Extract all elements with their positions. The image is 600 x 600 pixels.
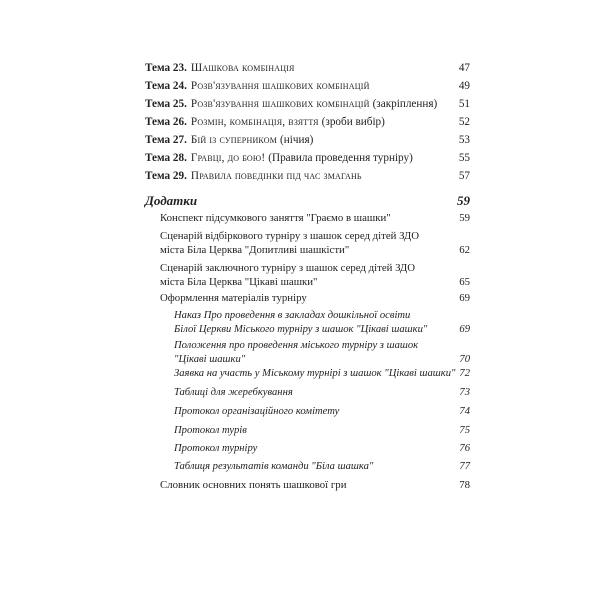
- topic-label: Тема 29.: [145, 170, 187, 182]
- subentry-title-line: Протокол організаційного комітету: [174, 406, 340, 417]
- appendix-heading: Додатки: [145, 193, 198, 208]
- topic-note: (Правила проведення турніру): [268, 152, 413, 164]
- appendix-subentry: [174, 424, 470, 438]
- topic-label: Тема 25.: [145, 98, 187, 110]
- entry-title-line: Сценарій відбіркового турніру з шашок серед дітей ЗДО: [160, 230, 420, 242]
- appendix-subentry: [174, 367, 470, 381]
- entry-page-number: 59: [459, 212, 470, 224]
- topic-title: Бій із суперником: [190, 134, 278, 146]
- subentry-title-line: Положення про проведення міського турніру з шашок: [174, 340, 419, 351]
- subentry-page-number: 74: [459, 406, 470, 417]
- subentry-page-number: 75: [459, 425, 470, 436]
- subentry-page-number: 77: [459, 461, 470, 472]
- appendix-heading-row: [145, 193, 470, 209]
- topic-label: Тема 26.: [145, 116, 187, 128]
- subentry-page-number: 70: [459, 354, 470, 365]
- subentry-title-line: "Цікаві шашки": [174, 354, 246, 365]
- subentry-page-number: 72: [459, 368, 470, 379]
- topic-page-number: 52: [458, 116, 470, 128]
- topic-note: (нічия): [280, 134, 314, 146]
- subentry-page-number: 73: [459, 387, 470, 398]
- topic-page-number: 51: [458, 98, 470, 110]
- entry-title-line: Оформлення матеріалів турніру: [160, 292, 307, 304]
- topic-title: Шашкова комбінація: [190, 62, 295, 74]
- appendix-entry: [160, 261, 470, 289]
- entry-page-number: 78: [459, 479, 470, 491]
- topic-page-number: 57: [458, 170, 470, 182]
- topic-title: Правила поведінки під час змагань: [190, 170, 362, 182]
- entry-title-line: міста Біла Церква "Допитливі шашкісти": [160, 244, 350, 256]
- topic-label: Тема 27.: [145, 134, 187, 146]
- toc-topic-row: [145, 115, 470, 129]
- subentry-title-line: Таблиці для жеребкування: [174, 387, 293, 398]
- topic-title: Розмін, комбінація, взяття: [190, 116, 319, 128]
- appendix-entry: [160, 291, 470, 305]
- topic-title: Гравці, до бою!: [190, 152, 266, 164]
- entry-title-line: Конспект підсумкового заняття "Граємо в шашки": [160, 212, 391, 224]
- subentry-title-line: Протокол турніру: [174, 443, 258, 454]
- topic-page-number: 47: [458, 62, 470, 74]
- appendix-subentry: [174, 339, 470, 367]
- subentry-title-line: Білої Церкви Міського турніру з шашок "Цікаві шашки": [174, 324, 428, 335]
- appendix-entry: [160, 211, 470, 225]
- appendix-subentry: [174, 460, 470, 474]
- appendix-subentry: [174, 309, 470, 337]
- entry-page-number: 69: [459, 292, 470, 304]
- toc-topic-row: [145, 169, 470, 183]
- appendix-subentry: [174, 386, 470, 400]
- appendix-subentry: [174, 442, 470, 456]
- subentry-page-number: 76: [459, 443, 470, 454]
- appendix-entry-glossary: [160, 478, 470, 492]
- subentry-title-line: Заявка на участь у Міському турнірі з шашок "Цікаві шашки": [174, 368, 456, 379]
- appendix-subentry: [174, 405, 470, 419]
- toc-topic-row: [145, 97, 470, 111]
- subentry-title-line: Таблиця результатів команди "Біла шашка": [174, 461, 374, 472]
- appendix-entry: [160, 229, 470, 257]
- appendix-page-number: 59: [457, 193, 470, 208]
- entry-page-number: 65: [459, 276, 470, 288]
- entry-title-line: Сценарій заключного турніру з шашок серед дітей ЗДО: [160, 262, 416, 274]
- entry-title-line: Словник основних понять шашкової гри: [160, 479, 347, 491]
- subentry-title-line: Наказ Про проведення в закладах дошкільної освіти: [174, 310, 411, 321]
- entry-page-number: 62: [459, 244, 470, 256]
- toc-topic-row: [145, 79, 470, 93]
- toc-topic-row: [145, 61, 470, 75]
- topic-title: Розв'язування шашкових комбінацій: [190, 98, 370, 110]
- topic-label: Тема 23.: [145, 62, 187, 74]
- topic-label: Тема 24.: [145, 80, 187, 92]
- subentry-page-number: 69: [459, 324, 470, 335]
- entry-title-line: міста Біла Церква "Цікаві шашки": [160, 276, 318, 288]
- topic-label: Тема 28.: [145, 152, 187, 164]
- topic-note: (закріплення): [372, 98, 438, 110]
- subentry-title-line: Протокол турів: [174, 425, 247, 436]
- topic-page-number: 53: [458, 134, 470, 146]
- toc-topic-row: [145, 133, 470, 147]
- toc-topic-row: [145, 151, 470, 165]
- topic-note: (зроби вибір): [321, 116, 385, 128]
- topic-page-number: 55: [458, 152, 470, 164]
- topic-title: Розв'язування шашкових комбінацій: [190, 80, 370, 92]
- topic-page-number: 49: [458, 80, 470, 92]
